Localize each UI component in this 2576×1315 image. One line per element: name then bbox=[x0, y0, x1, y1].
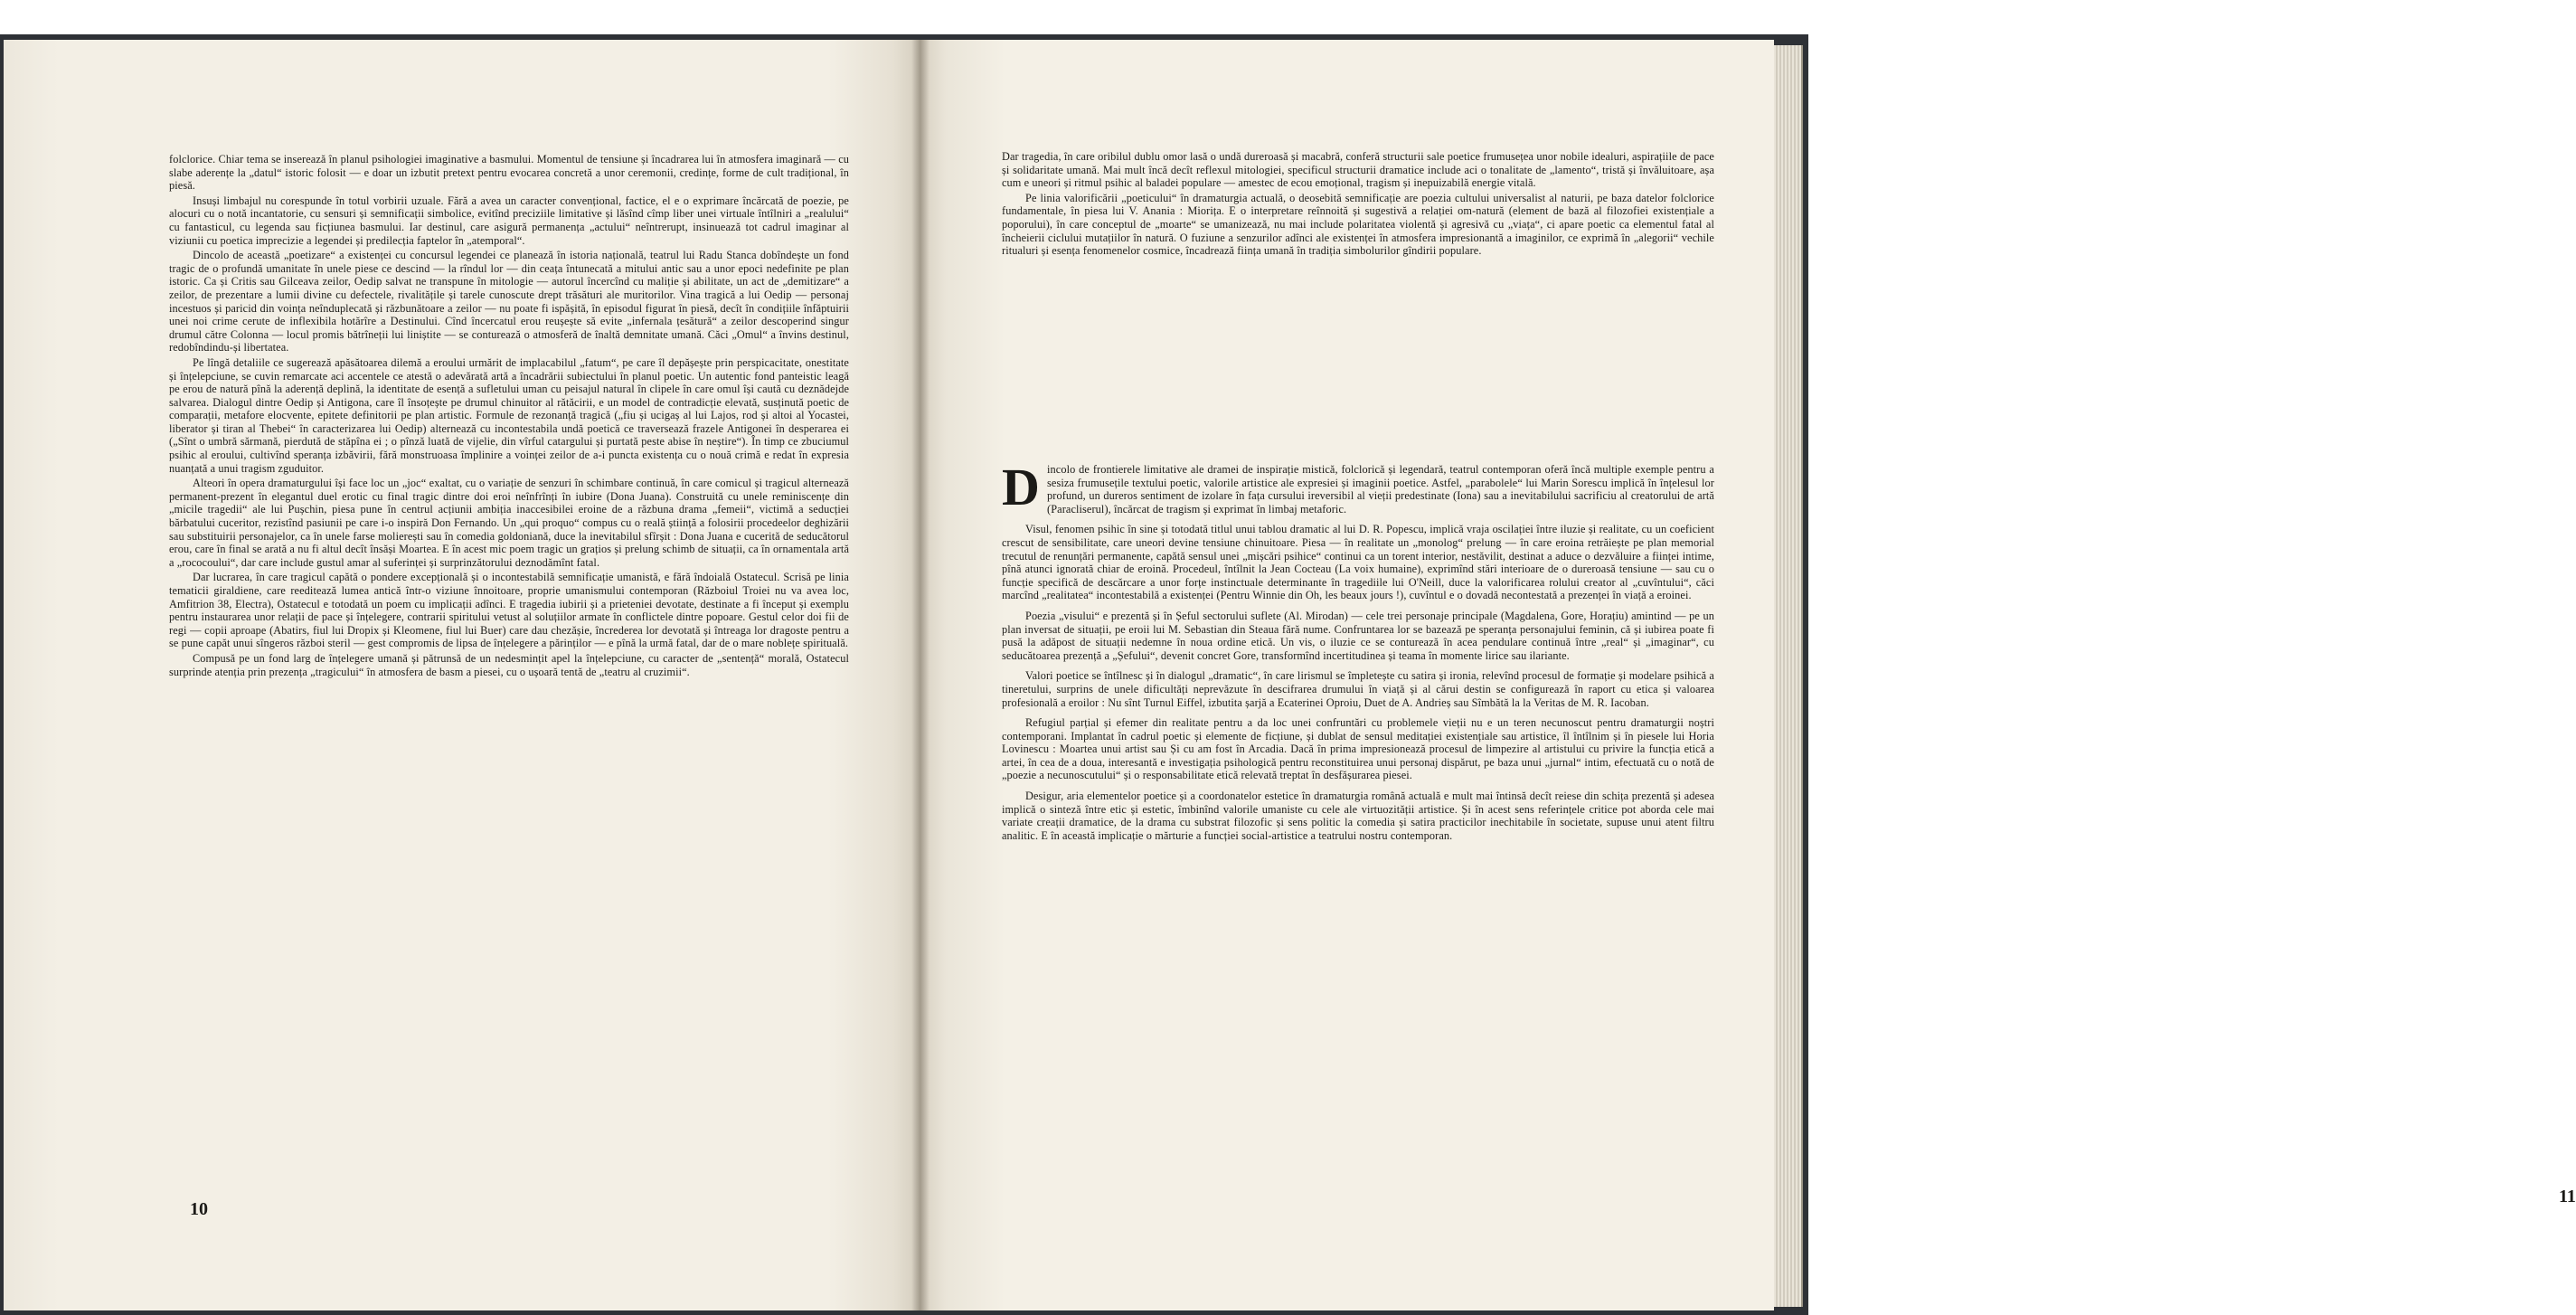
paragraph: Pe lîngă detaliile ce sugerează apăsătoarea dilemă a eroului urmărit de implacabilul „fatum“, pe care îl depășește prin perspicacitate, onestitate și înțelepciune, se cuvin remarcate aci accentele ce atestă o adevărată artă a încadrării subiectului în planul poetic. Un autentic fond panteistic leagă pe erou de natură pînă la aderență deplină, la identitate de esență a sufletului uman cu peisajul natural în clipele în care omul își caută cu deznădejde salvarea. Dialogul dintre Oedip și Antigona, care îl însoțește pe drumul chinuitor al rătăcirii, e un model de contradicție elevată, susținută poetic de comparații, metafore elocvente, epitete definitorii pe plan artistic. Formule de rezonanță tragică („fiu și ucigaș al lui Lajos, rod și altoi al Yocastei, liberator și tiran al Thebei“ în caracterizarea lui Oedip) alternează cu incontestabila undă poetică ce traversează frazele Antigonei în desperarea ei („Sînt o umbră sărmană, pierdută de stăpîna ei ; o pînză luată de vijelie, din vîrful catargului și purtată peste abise în neștire“). În timp ce zbuciumul psihic al eroului, cultivînd speranța izbăvirii, fără monstruoasa împlinire a voinței zeilor de a-i puncta existența cu o nouă crimă e redat în expresia nuanțată a unui tragism zguduitor. bbox=[169, 355, 849, 475]
paragraph: Insuși limbajul nu corespunde în totul vorbirii uzuale. Fără a avea un caracter convențional, factice, el e o exprimare încărcată de poezie, pe alocuri cu o notă incantatorie, cu sensuri și semnificații simbolice, evitînd preciziile limitative și lăsînd cîmp liber unei virtuale întîlniri a „realului“ cu fantasticul, cu legenda sau ficțiunea basmului. Iar destinul, care asigură permanența „actului“ neîntrerupt, insinuează tot cadrul imaginar al viziunii cu poetica imprecizie a legendei și predilecția faptelor în „atemporal“. bbox=[169, 194, 849, 247]
right-main-column bbox=[1002, 458, 1714, 842]
paragraph: Compusă pe un fond larg de înțelegere umană și pătrunsă de un nedesmințit apel la înțelepciune, cu caracter de „sentență“ morală, Ostatecul surprinde atenția prin prezența „tragicului“ în atmosfera de basm a piesei, cu o ușoară tentă de „teatru al cruzimii“. bbox=[169, 651, 849, 678]
paragraph: Valori poetice se întîlnesc și în dialogul „dramatic“, în care lirismul se împletește cu satira și ironia, relevînd procesul de formație și modelare psihică a tineretului, surprins de unele dificultăți neprevăzute în descifrarea drumului în viață și al cărui destin se configurează în raport cu etica și valoarea profesională a eroilor : Nu sînt Turnul Eiffel, izbutita șarjă a Ecaterinei Oproiu, Duet de A. Andrieș sau Sîmbătă la la Veritas de M. R. Iacoban. bbox=[1002, 669, 1714, 709]
paragraph: Pe linia valorificării „poeticului“ în dramaturgia actuală, o deosebită semnificație are poezia cultului universalist al naturii, pe baza datelor folclorice fundamentale, în piesa lui V. Anania : Miorița. E o interpretare reînnoită și sugestivă a relației om-natură (element de bază al filozofiei existențiale a poporului), în care conceptul de „moarte“ se umanizează, nu mai include polaritatea violentă și agresivă cu „viața“, ci apare poetic ca elementul fatal al încheierii ciclului mutațiilor în natură. O fuziune a senzurilor adînci ale existenței în atmosfera impresionantă a imaginilor, ce exprimă în „alegorii“ vechile ritualuri și esența fenomenelor cosmice, încadrează ființa umană în tradiția simbolurilor gîndirii populare. bbox=[1002, 191, 1714, 258]
page-number: 10 bbox=[190, 1199, 208, 1219]
paragraph-text: incolo de frontierele limitative ale dramei de inspirație mistică, folclorică și legendară, teatrul contemporan oferă încă multiple exemple pentru a sesiza frumusețile textului poetic, valorile artistice ale expresiei și imaginii poetice. Astfel, „parabolele“ lui Marin Sorescu implică în înțelesul lor profund, un dureros sentiment de izolare în fața cursului ireversibil al vieții predestinate (Iona) sau a inevitabilului sacrificiu al creatorului de artă (Paracliserul), încărcat de tragism și exprimat în limbaj metaforic. bbox=[1047, 463, 1714, 516]
right-page bbox=[920, 40, 2576, 1310]
paragraph: Dar lucrarea, în care tragicul capătă o pondere excepțională și o incontestabilă semnificație umanistă, e fără îndoială Ostatecul. Scrisă pe linia tematicii giraldiene, care reeditează lumea antică într-o viziune înnoitoare, proprie umanismului contemporan (Războiul Troiei nu va avea loc, Amfitrion 38, Electra), Ostatecul e totodată un poem cu implicații adînci. E tragedia iubirii și a prieteniei devotate, destinate a fi început și exemplu pentru instaurarea unor relații de pace și înțelegere, contrarii spiritului vetust al soluțiilor armate în conflictele dintre popoare. Gestul celor doi fii de regi — copii aproape (Abatirs, fiul lui Dropix și Kleomene, fiul lui Buer) care dau chezășie, încrederea lor devotată și întreaga lor dragoste pentru a se pune capăt unui sîngeros război steril — gest compromis de lipsa de înțelegere a părinților — e pînă la urmă fatal, dar de o mare noblețe spirituală. bbox=[169, 571, 849, 650]
book-gutter bbox=[911, 40, 929, 1310]
paragraph: Refugiul parțial și efemer din realitate pentru a da loc unei confruntări cu problemele vieții nu e un teren necunoscut pentru dramaturgii noștri contemporani. Implantat în cadrul poetic și elemente de ficțiune, și dublat de sensul meditației existențiale sau artistice, îl întîlnim și în piesele lui Horia Lovinescu : Moartea unui artist sau Și cu am fost în Arcadia. Dacă în prima impresionează procesul de limpezire al artistului cu privire la funcția etică a artei, în cea de a doua, interesantă e investigația psihologică pentru reconstituirea unui personaj dispărut, pe baza unui „jurnal“ intim, efectuată cu o notă de „poezie a necunoscutului“ și o responsabilitate etică relevată treptat în desfășurarea piesei. bbox=[1002, 716, 1714, 782]
paragraph: Dar tragedia, în care oribilul dublu omor lasă o undă dureroasă și macabră, conferă structurii sale poetice frumusețea unor nobile idealuri, aspirațiile de pace și solidaritate umană. Mai mult încă decît reflexul mitologiei, specificul structurii dramatice include aci o tonalitate de „lamento“, tristă și învăluitoare, așa cum e uneori și ritmul psihic al baladei populare — amestec de ecou emoțional, tragism și inepuizabilă energie vitală. bbox=[1002, 150, 1714, 190]
paragraph: Dincolo de această „poetizare“ a existenței cu concursul legendei ce planează în istoria națională, teatrul lui Radu Stanca dobîndește un fond tragic de o profundă umanitate în unele piese ce descind — la rîndul lor — din ceața întunecată a mitului antic sau a unor epoci nedefinite pe plan istoric. Ca și Critis sau Gilceava zeilor, Oedip salvat ne transpune în mitologie — autorul încercînd cu maliție și abilitate, un act de „demitizare“ a zeilor, de prezentare a lumii divine cu defectele, rivalitățile și tarele cunoscute drept trăsături ale muritorilor. Vina tragică a lui Oedip — personaj incestuos și paricid din voința neînduplecată și răzbunătoare a zeilor — nu poate fi ispășită, în episodul figurat în piesă, decît în condițiile înfăptuirii unei noi crime cerute de inflexibila hotărîre a Destinului. Cînd încercatul erou reușește să evite „infernala țesătură“ a zeilor descoperind singur drumul către Colonna — locul promis bătrîneții lui liniștite — se conturează o atmosferă de înaltă demnitate umană. Căci „Omul“ a învins destinul, redobîndindu-și libertatea. bbox=[169, 249, 849, 355]
page-number: 11 bbox=[2559, 1187, 2576, 1206]
paragraph: Visul, fenomen psihic în sine și totodată titlul unui tablou dramatic al lui D. R. Popescu, implică vraja oscilației între iluzie și realitate, cu un coeficient crescut de sensibilitate, care uneori devine tensiune chinuitoare. Piesa — în realitate un „monolog“ prelung — în care eroina retrăiește pe plan memorial trecutul de renunțări permanente, capătă sensul unei „mișcări psihice“ continui ca un torent interior, nestăvilit, destinat a aduce o dezvăluire a ființei intime, pînă atunci ignorată chiar de eroină. Procedeul, întîlnit la Jean Cocteau (La voix humaine), exprimînd stări interioare de o dureroasă tensiune — sau cu o funcție specifică de descărcare a unor forțe instinctuale determinante în tragediile lui O'Neill, duce la valorificarea rolului creator al „cuvîntului“, căci marcînd „realitatea“ incontestabilă a existenței (Pentru Winnie din Oh, les beaux jours !), cuvîntul e o dovadă necontestată a prezenței în viață a eroinei. bbox=[1002, 523, 1714, 602]
opening-paragraph bbox=[1002, 458, 1714, 516]
paragraph: folclorice. Chiar tema se inserează în planul psihologiei imaginative a basmului. Momentul de tensiune și încadrarea lui în atmosfera imaginară — cu slabe aderențe la „datul“ istoric folosit — e doar un izbutit pretext pentru evocarea concretă a unor ceremonii, credințe, forme de cult tradițional, în piesă. bbox=[169, 153, 849, 193]
paragraph: Alteori în opera dramaturgului își face loc un „joc“ exaltat, cu o variație de senzuri în schimbare continuă, în care comicul și tragicul alternează permanent-prezent în elegantul duel erotic cu final tragic dintre doi eroi neînfrînți în iubire (Dona Juana). Construită cu unele reminiscențe din „micile tragedii“ ale lui Pușchin, piesa pune în centrul acțiunii ambiția inaccesibilei eroine de a răzbuna drama „femeii“, victimă a seducției bărbatului cuceritor, rezistînd pasiunii pe care i-o inspiră Don Fernando. Un „qui proquo“ compus cu o reală știință a folosirii procedeelor deghizării sau substituirii personajelor, ca în unele farse molierești sau în comedia goldoniană, duce la inevitabilul sfîrșit : Dona Juana e cucerită de seducătorul erou, care în final se arată a nu fi altul decît însăși Moartea. E în acest mic poem tragic un grațios și prelung schimb de situații, ca în ornamentala artă a „rococoului“, dar care include gustul amar al suferinței și surprinzătorului deznodămînt fatal. bbox=[169, 477, 849, 569]
drop-cap: D bbox=[1002, 458, 1040, 516]
page-edges bbox=[1774, 45, 1803, 1307]
left-text-column bbox=[169, 153, 849, 678]
left-page bbox=[4, 40, 920, 1310]
paragraph: Poezia „visului“ e prezentă și în Șeful sectorului suflete (Al. Mirodan) — cele trei personaje principale (Magdalena, Gore, Horațiu) amintind — pe un plan inversat de situații, pe eroii lui M. Sebastian din Steaua fără nume. Confruntarea lor se bazează pe speranța personajului feminin, că și iubirea poate fi pusă la adăpost de situații nedemne în noua ordine etică. Un vis, o iluzie ce se conturează în acea pendulare continuă între „real“ și „imaginar“, cu seducătoarea prezență a „Șefului“, devenit concret Gore, transformînd incertitudinea și teama în momente lirice sau ilariante. bbox=[1002, 609, 1714, 662]
paragraph: Desigur, aria elementelor poetice și a coordonatelor estetice în dramaturgia română actuală e mult mai întinsă decît reiese din schița prezentă și adesea implică o sinteză între etic și estetic, îmbinînd valorile umaniste cu cele ale virtuozității artistice. Și în acest sens referințele critice pot aborda cele mai variate creații dramatice, de la drama cu substrat filozofic și sens politic la comedia și satira practicilor inechitabile în societate, supuse unui atent filtru analitic. E în această implicație o mărturie a funcției social-artistice a teatrului nostru contemporan. bbox=[1002, 790, 1714, 842]
right-top-column bbox=[1002, 150, 1714, 258]
